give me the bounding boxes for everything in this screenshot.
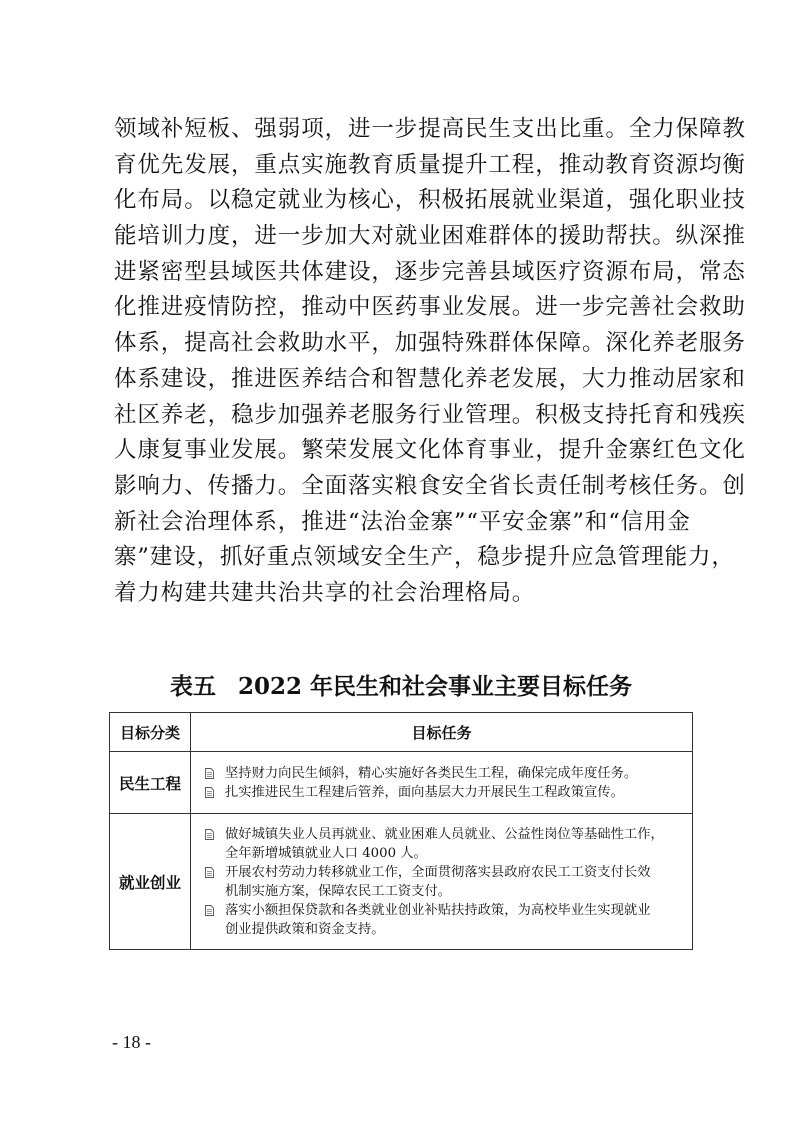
task-text-line: 全年新增城镇就业人口 4000 人。 [225,845,427,861]
table-title-text: 2022 年民生和社会事业主要目标任务 [237,673,633,700]
document-icon [205,768,217,778]
body-line: 新社会治理体系，推进“法治金寨”“平安金寨”和“信用金 [114,508,691,535]
table-header-row [110,713,693,752]
body-line: 影响力、传播力。全面落实粮食安全省长责任制考核任务。创 [114,472,746,499]
task-item [205,901,684,939]
body-line: 寨”建设，抓好重点领域安全生产，稳步提升应急管理能力， [114,544,735,571]
body-paragraph [114,112,746,612]
task-item [205,863,684,901]
document-icon [205,787,217,797]
task-item [205,825,684,863]
body-line: 着力构建共建共治共享的社会治理格局。 [114,579,536,606]
body-line: 体系建设，推进医养结合和智慧化养老发展，大力推动居家和 [114,365,746,392]
task-text-line: 机制实施方案，保障农民工工资支付。 [225,883,452,899]
body-line: 能培训力度，进一步加大对就业困难群体的援助帮扶。纵深推 [114,223,746,250]
task-item [205,783,684,802]
table-title-label: 表五 [169,673,216,700]
document-icon [205,867,217,877]
task-text-line: 创业提供政策和资金支持。 [225,921,385,937]
body-line: 化布局。以稳定就业为核心，积极拓展就业渠道，强化职业技 [114,187,746,214]
header-tasks: 目标任务 [191,713,693,752]
table-row [110,752,693,814]
body-line: 育优先发展，重点实施教育质量提升工程，推动教育资源均衡 [114,151,746,178]
table-row [110,814,693,950]
document-icon [205,905,217,915]
document-icon [205,829,217,839]
task-text-line: 落实小额担保贷款和各类就业创业补贴扶持政策，为高校毕业生实现就业 [225,902,651,918]
body-line: 人康复事业发展。繁荣发展文化体育事业，提升金寨红色文化 [114,437,746,464]
body-line: 体系，提高社会救助水平，加强特殊群体保障。深化养老服务 [114,330,746,357]
body-line: 社区养老，稳步加强养老服务行业管理。积极支持托育和残疾 [114,401,746,428]
task-text-line: 扎实推进民生工程建后管养，面向基层大力开展民生工程政策宣传。 [225,784,624,800]
tasks-cell [191,814,693,950]
header-category: 目标分类 [110,713,191,752]
tasks-cell [191,752,693,814]
body-line: 化推进疫情防控，推动中医药事业发展。进一步完善社会救助 [114,294,746,321]
task-text-line: 做好城镇失业人员再就业、就业困难人员就业、公益性岗位等基础性工作， [225,826,664,842]
page-number: - 18 - [112,1032,151,1052]
category-cell: 民生工程 [110,752,191,814]
body-line: 领域补短板、强弱项，进一步提高民生支出比重。全力保障教 [114,116,746,142]
goals-table [109,712,693,950]
body-line: 进紧密型县域医共体建设，逐步完善县域医疗资源布局，常态 [114,258,746,285]
category-cell: 就业创业 [110,814,191,950]
task-item [205,764,684,783]
task-text-line: 开展农村劳动力转移就业工作，全面贯彻落实县政府农民工工资支付长效 [225,864,651,880]
task-text-line: 坚持财力向民生倾斜，精心实施好各类民生工程，确保完成年度任务。 [225,765,638,781]
table-title [108,668,694,701]
